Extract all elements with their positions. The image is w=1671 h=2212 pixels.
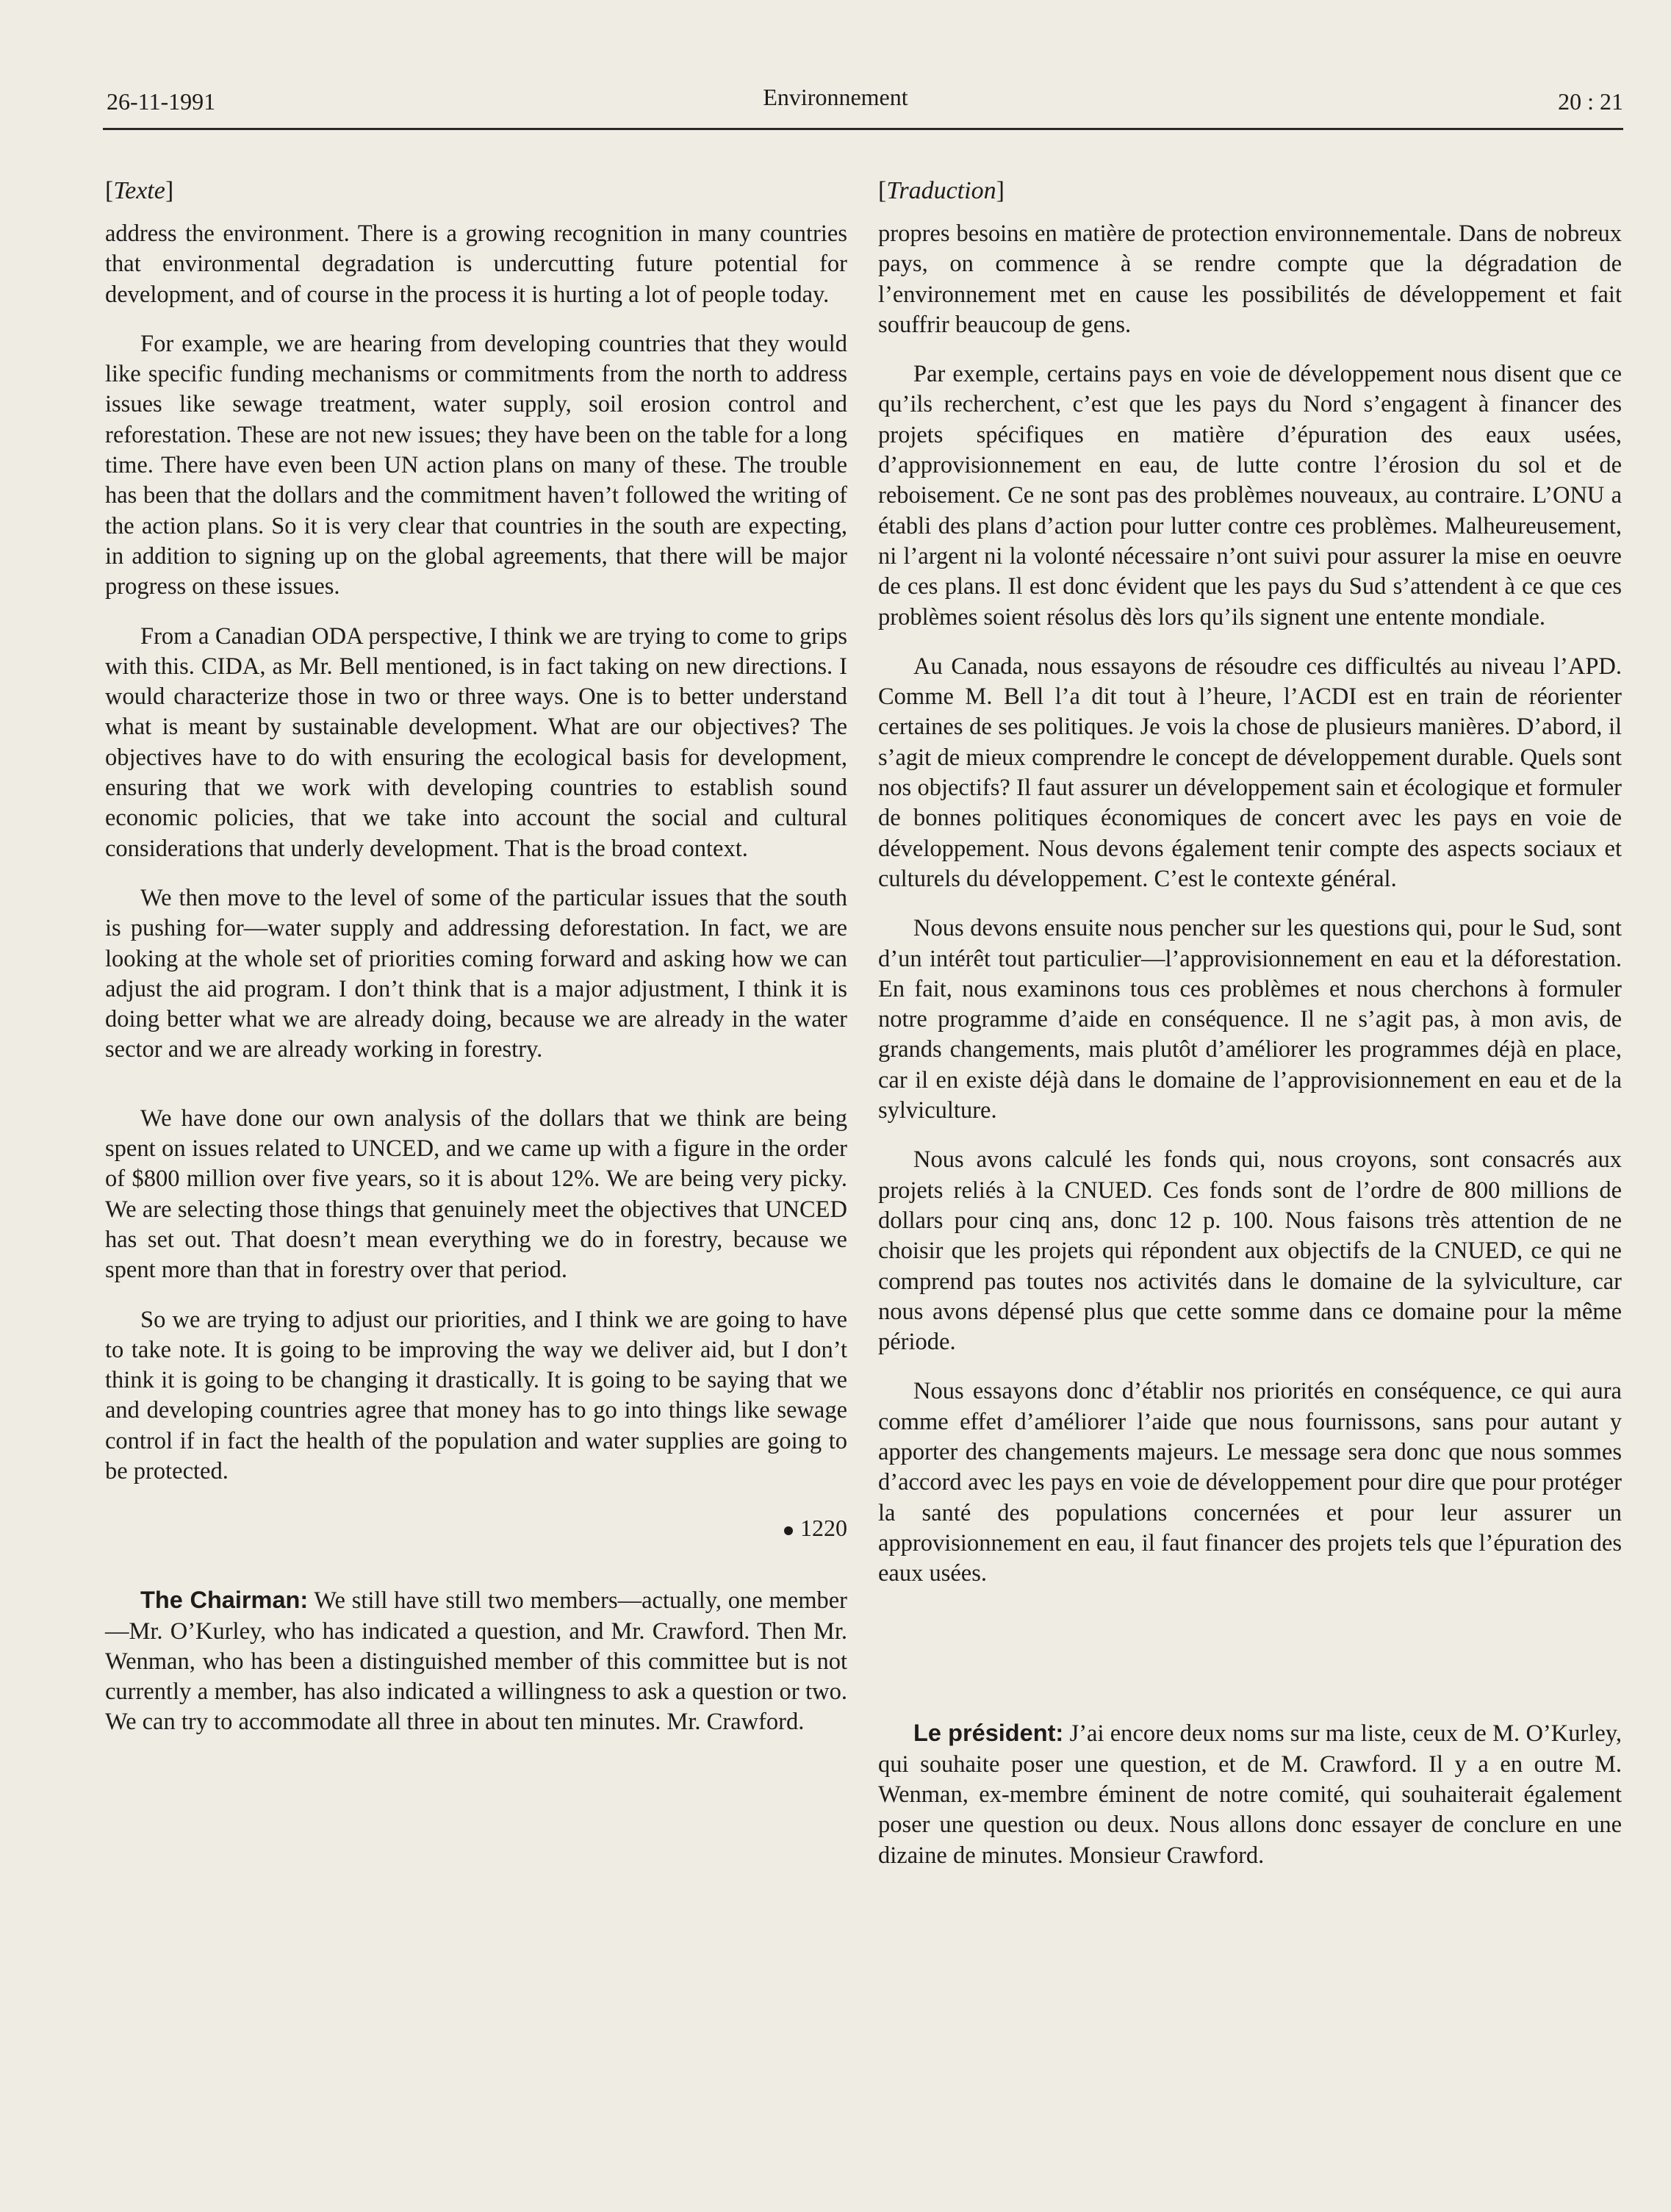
chairman-paragraph: [878, 1718, 1622, 1870]
paragraph: Au Canada, nous essayons de résoudre ces difficultés au niveau l’APD. Comme M. Bell l’a dit tout à l’heure, l’ACDI est en train de réorienter certaines de ses politiques. Je vois la chose de plusieurs manières. D’abord, il s’agit de mieux comprendre le concept de développement durable. Quels sont nos objectifs? Il faut assurer un développement sain et écologique et formuler de bonnes politiques économiques de concert avec les pays en voie de développement. Nous devons également tenir compte des aspects sociaux et culturels du développement. C’est le contexte général.: [878, 653, 1622, 892]
spacer: [878, 1608, 1622, 1718]
speaker-label: Le président:: [913, 1720, 1064, 1747]
left-column-english: [105, 175, 847, 1757]
speaker-label: The Chairman:: [140, 1587, 309, 1614]
time-marker: [105, 1513, 847, 1543]
left-column-label-text: Texte: [113, 177, 165, 204]
paragraph: Nous devons ensuite nous pencher sur les questions qui, pour le Sud, sont d’un intérêt tout particulier—l’approvisionnement en eau et la déforestation. En fait, nous examinons tous ces problèmes et nous cherchons à formuler notre programme d’aide en conséquence. Il ne s’agit pas, à mon avis, de grands changements, mais plutôt d’améliorer les programmes déjà en place, car il en existe déjà dans le domaine de l’approvisionnement en eau et de la sylviculture.: [878, 915, 1622, 1124]
header-rule: [103, 128, 1623, 130]
paragraph: Nous avons calculé les fonds qui, nous croyons, sont consacrés aux projets reliés à la CNUED. Ces fonds sont de l’ordre de 800 millions de dollars pour cinq ans, donc 12 p. 100. Nous faisons très attention de ne choisir que les projets qui répondent aux objectifs de la CNUED, ce qui ne comprend pas toutes nos activités dans le domaine de la sylviculture, car nous avons dépensé plus que cette somme dans ce domaine pour la même période.: [878, 1146, 1622, 1356]
left-column-label: [Texte]: [105, 177, 174, 204]
paragraph: Par exemple, certains pays en voie de développement nous disent que ce qu’ils recherchent, c’est que les pays du Nord s’engagent à financer des projets spécifiques en matière d’épuration des eaux usées, d’approvisionnement en eau, de lutte contre l’érosion du sol et de reboisement. Ce ne sont pas des problèmes nouveaux, au contraire. L’ONU a établi des plans d’action pour lutter contre ces problèmes. Malheureusement, ni l’argent ni la volonté nécessaire n’ont suivi pour assurer la mise en oeuvre de ces plans. Il est donc évident que les pays du Sud s’attendent à ce que ces problèmes soient résolus dès lors qu’ils signent une entente mondiale.: [878, 361, 1622, 631]
paragraph: Nous essayons donc d’établir nos priorités en conséquence, ce qui aura comme effet d’améliorer l’aide que nous fournissons, sans pour autant y apporter des changements majeurs. Le message sera donc que nous sommes d’accord avec les pays en voie de développement pour dire que pour protéger la santé des populations concernées et pour leur assurer un approvisionnement en eau, il faut financer des projets tels que l’épuration des eaux usées.: [878, 1378, 1622, 1587]
right-column-label: [Traduction]: [878, 177, 1005, 204]
paragraph: propres besoins en matière de protection environnementale. Dans de nobreux pays, on commence à se rendre compte que la dégradation de l’environnement met en cause les possibilités de développement et fait souffrir beaucoup de gens.: [878, 220, 1622, 338]
bullet-icon: [784, 1526, 793, 1535]
chairman-text: J’ai encore deux noms sur ma liste, ceux de M. O’Kurley, qui souhaite poser une question, et de M. Crawford. Il y a en outre M. Wenman, ex-membre éminent de notre comité, qui souhaiterait également poser une question ou deux. Nous allons donc essayer de conclure en une dizaine de minutes. Monsieur Crawford.: [878, 1720, 1623, 1869]
paragraph: For example, we are hearing from developing countries that they would like specific funding mechanisms or commitments from the north to address issues like sewage treatment, water supply, soil erosion control and reforestation. These are not new issues; they have been on the table for a long time. There have even been UN action plans on many of these. The trouble has been that the dollars and the commitment haven’t followed the writing of the action plans. So it is very clear that countries in the south are expecting, in addition to signing up on the global agreements, that there will be major progress on these issues.: [105, 330, 847, 600]
time-marker-text: 1220: [800, 1515, 847, 1542]
header-date: 26-11-1991: [107, 88, 216, 115]
header-title: Environnement: [763, 84, 908, 110]
paragraph: address the environment. There is a growing recognition in many countries that environmental degradation is undercutting future potential for development, and of course in the process it is hurting a lot of people today.: [105, 220, 847, 308]
paragraph: So we are trying to adjust our priorities, and I think we are going to have to take note. It is going to be improving the way we deliver aid, but I don’t think it is going to be changing it drastically. It is going to be saying that we and developing countries agree that money has to go into things like sewage control if in fact the health of the population and water supplies are going to be protected.: [105, 1306, 847, 1484]
paragraph: We then move to the level of some of the particular issues that the south is pushing for—water supply and addressing deforestation. In fact, we are looking at the whole set of priorities coming forward and asking how we can adjust the aid program. I don’t think that is a major adjustment, I think it is doing better what we are already doing, because we are already in the water sector and we are already working in forestry.: [105, 884, 847, 1063]
chairman-paragraph: [105, 1585, 847, 1737]
right-column-label-text: Traduction: [886, 177, 996, 204]
header-page-number: 20 : 21: [1558, 88, 1623, 115]
paragraph: We have done our own analysis of the dollars that we think are being spent on issues related to UNCED, and we came up with a figure in the order of $800 million over five years, so it is about 12%. We are being very picky. We are selecting those things that genuinely meet the objectives that UNCED has set out. That doesn’t mean everything we do in forestry, because we spent more than that in forestry over that period.: [105, 1105, 847, 1284]
chairman-text: We still have still two members—actually, one member—Mr. O’Kurley, who has indicated a question, and Mr. Crawford. Then Mr. Wenman, who has been a distinguished member of this committee but is not currently a member, has also indicated a willingness to ask a question or two. We can try to accommodate all three in about ten minutes. Mr. Crawford.: [105, 1587, 847, 1736]
paragraph: From a Canadian ODA perspective, I think we are trying to come to grips with this. CIDA, as Mr. Bell mentioned, is in fact taking on new directions. I would characterize those in two or three ways. One is to better understand what is meant by sustainable development. What are our objectives? The objectives have to do with ensuring the ecological basis for development, ensuring that we work with developing countries to establish sound economic policies, that we take into account the social and cultural considerations that underly development. That is the broad context.: [105, 622, 847, 862]
right-column-french: [878, 175, 1622, 1890]
